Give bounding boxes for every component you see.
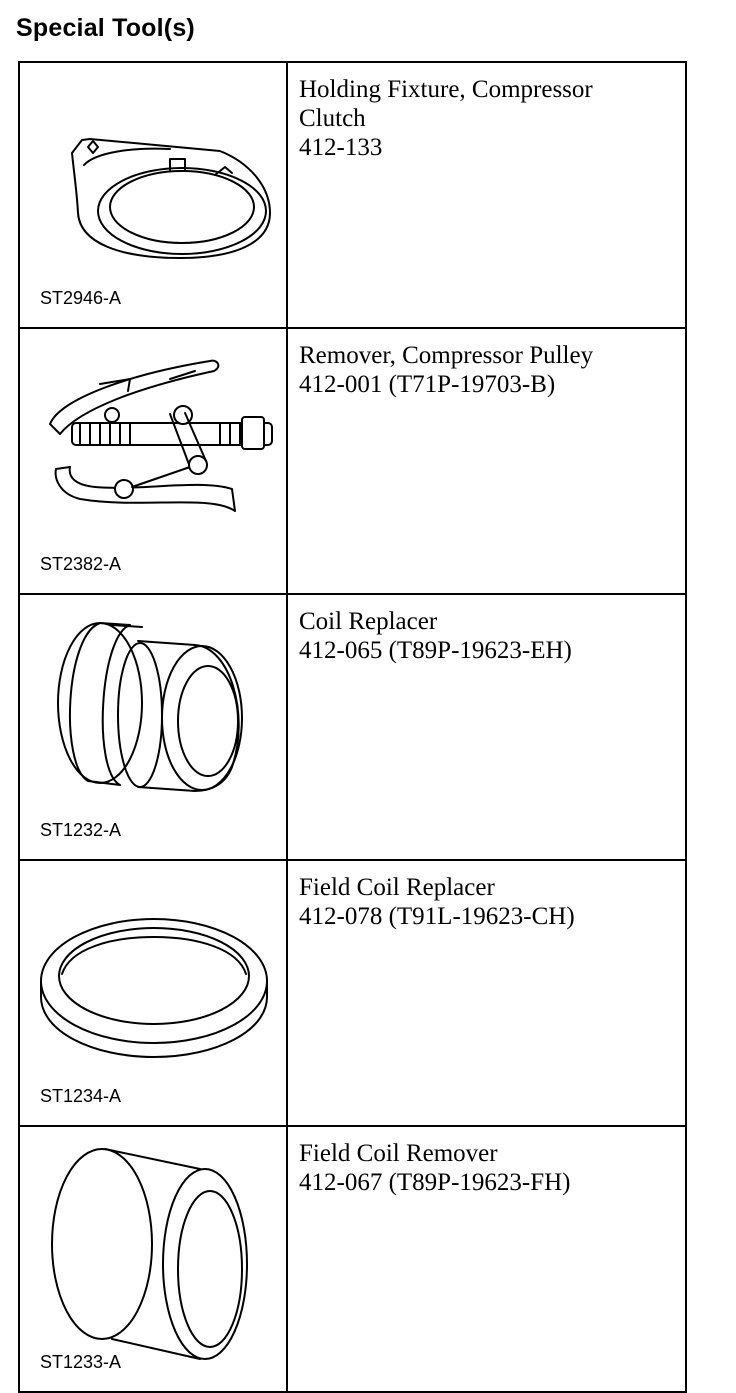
- table-row: [19, 594, 686, 860]
- tool-description: [287, 594, 686, 860]
- tool-code: ST2382-A: [40, 554, 122, 574]
- tool-description: [287, 328, 686, 594]
- tool-name: Field Coil Remover: [299, 1140, 498, 1167]
- tool-part-number: 412-001 (T71P-19703-B): [299, 371, 556, 398]
- stepped-sleeve-icon: [20, 595, 286, 847]
- table-row: [19, 1126, 686, 1392]
- tool-name: Field Coil Replacer: [299, 874, 495, 901]
- ring-icon: [20, 861, 286, 1113]
- holding-fixture-icon: [20, 63, 286, 315]
- page-title: Special Tool(s): [16, 14, 195, 42]
- tool-illustration-cell: [19, 62, 287, 328]
- tool-code: ST1234-A: [40, 1086, 122, 1106]
- tool-code: ST2946-A: [40, 288, 122, 308]
- tool-description: [287, 1126, 686, 1392]
- tool-name-continued: Clutch: [299, 105, 366, 132]
- table-row: [19, 328, 686, 594]
- tool-name: Coil Replacer: [299, 608, 438, 635]
- puller-icon: [20, 329, 286, 581]
- table-row: [19, 62, 686, 328]
- tool-part-number: 412-067 (T89P-19623-FH): [299, 1169, 571, 1196]
- special-tools-table: [18, 61, 687, 1393]
- tool-illustration-cell: [19, 1126, 287, 1392]
- tool-part-number: 412-065 (T89P-19623-EH): [299, 637, 572, 664]
- tool-illustration-cell: [19, 594, 287, 860]
- tool-description: [287, 860, 686, 1126]
- tool-illustration-cell: [19, 860, 287, 1126]
- tool-name: Remover, Compressor Pulley: [299, 342, 594, 369]
- tool-code: ST1232-A: [40, 820, 122, 840]
- tool-name: Holding Fixture, Compressor: [299, 76, 593, 103]
- tool-part-number: 412-078 (T91L-19623-CH): [299, 903, 575, 930]
- tool-part-number: 412-133: [299, 134, 383, 161]
- tool-code: ST1233-A: [40, 1352, 122, 1372]
- tool-description: [287, 62, 686, 328]
- table-row: [19, 860, 686, 1126]
- sleeve-icon: [20, 1127, 286, 1379]
- tool-illustration-cell: [19, 328, 287, 594]
